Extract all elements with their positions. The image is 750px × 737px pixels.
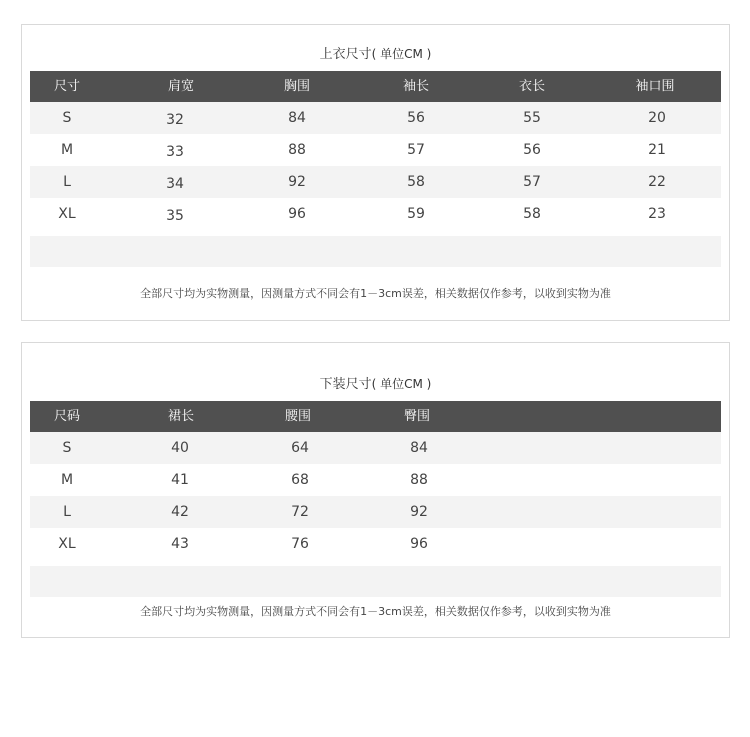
table-cell: 42 [171,504,189,520]
table-cell: 92 [288,174,306,190]
table-cell: M [60,142,74,158]
table-cell: 41 [171,472,189,488]
top-size-header-row [30,71,721,102]
table-cell: S [62,440,72,456]
bottom-header-waist: 腰围 [284,409,312,424]
bottom-size-panel [21,342,730,638]
bottom-size-note: 全部尺寸均为实物测量，因测量方式不同会有1－3cm误差，相关数据仅作参考，以收到实物为准 [140,605,611,618]
table-cell: M [60,472,74,488]
table-cell: 57 [407,142,425,158]
top-size-title [22,43,729,62]
top-size-title-text: 上衣尺寸 [319,47,372,62]
table-cell: 20 [648,110,666,126]
table-row [30,134,721,166]
table-cell: 76 [291,536,309,552]
top-header-length: 衣长 [518,79,546,94]
table-cell: 72 [291,504,309,520]
table-cell: 35 [166,208,184,224]
top-header-cuff: 袖口围 [635,79,675,94]
table-cell: L [63,174,71,190]
table-cell: 43 [171,536,189,552]
table-row [30,528,721,560]
top-size-panel [21,24,730,321]
table-cell: 55 [523,110,541,126]
table-cell: 34 [166,176,184,192]
top-size-table [30,71,721,267]
table-cell: 59 [407,206,425,222]
table-cell: 56 [523,142,541,158]
table-cell: 21 [648,142,666,158]
top-header-shoulder: 肩宽 [167,79,195,94]
table-row [30,464,721,496]
top-size-unit: ( 单位CM ) [371,47,432,61]
table-cell: S [62,110,72,126]
table-cell: 64 [291,440,309,456]
table-cell: XL [58,536,76,552]
bottom-header-skirt-length: 裙长 [167,409,195,424]
top-header-chest: 胸围 [283,79,311,94]
table-cell: 84 [288,110,306,126]
table-cell: 68 [291,472,309,488]
table-cell: 40 [171,440,189,456]
empty-row [30,236,721,267]
bottom-header-size: 尺码 [53,409,81,424]
table-row [30,496,721,528]
table-cell: L [63,504,71,520]
bottom-size-table [30,401,721,597]
top-size-note: 全部尺寸均为实物测量，因测量方式不同会有1－3cm误差，相关数据仅作参考，以收到实物为准 [140,287,611,300]
table-cell: 88 [288,142,306,158]
table-cell: 22 [648,174,666,190]
bottom-size-title-text: 下装尺寸 [319,377,372,392]
table-cell: 58 [523,206,541,222]
table-row [30,198,721,230]
table-row [30,432,721,464]
table-cell: 84 [410,440,428,456]
table-cell: 96 [288,206,306,222]
table-row [30,102,721,134]
table-cell: 23 [648,206,666,222]
bottom-size-header-row [30,401,721,432]
table-cell: 96 [410,536,428,552]
table-cell: 58 [407,174,425,190]
empty-row [30,566,721,597]
table-cell: 88 [410,472,428,488]
table-cell: 33 [166,144,184,160]
top-header-sleeve: 袖长 [402,79,430,94]
table-cell: XL [58,206,76,222]
table-row [30,166,721,198]
top-header-size: 尺寸 [53,79,81,94]
table-cell: 92 [410,504,428,520]
bottom-header-hip: 臀围 [403,409,431,424]
table-cell: 57 [523,174,541,190]
bottom-size-unit: ( 单位CM ) [371,377,432,391]
table-cell: 56 [407,110,425,126]
bottom-size-title [22,373,729,392]
table-cell: 32 [166,112,184,128]
